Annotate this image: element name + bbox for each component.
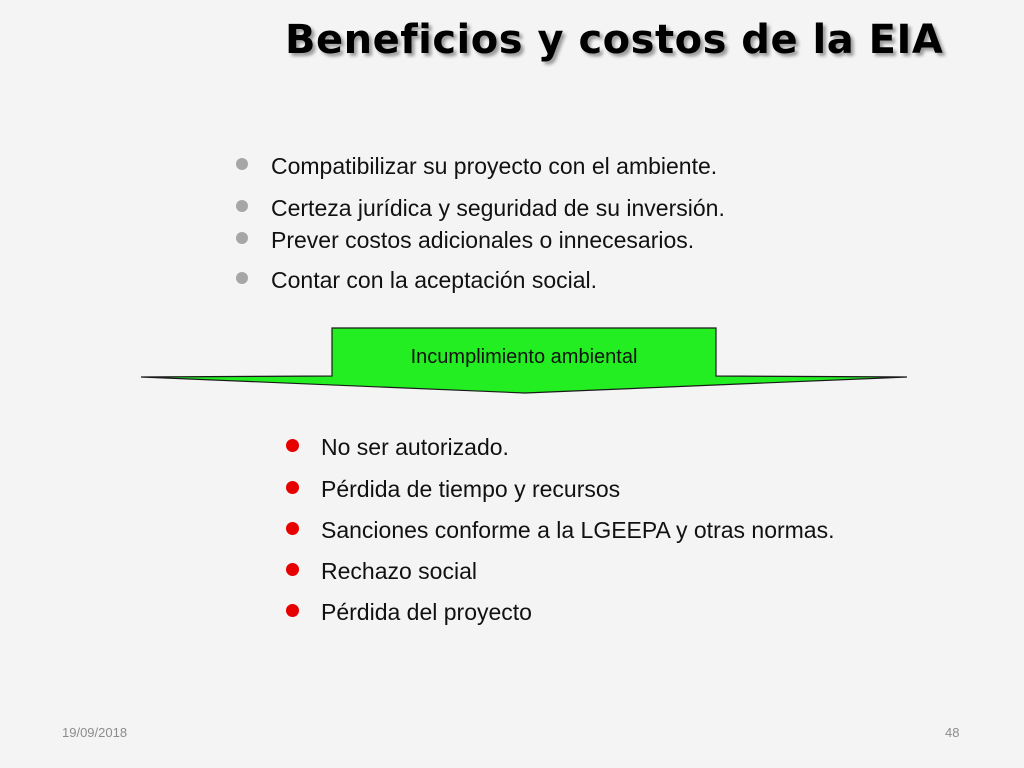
slide-title: Beneficios y costos de la EIA — [285, 17, 944, 63]
footer-page-number: 48 — [945, 725, 960, 740]
consequence-text: Sanciones conforme a la LGEEPA y otras normas. — [321, 517, 835, 543]
benefit-text: Prever costos adicionales o innecesarios. — [271, 227, 695, 253]
benefit-text: Contar con la aceptación social. — [271, 267, 598, 293]
consequence-text: Rechazo social — [321, 558, 477, 584]
red-dot-icon — [286, 439, 299, 452]
benefit-text: Certeza jurídica y seguridad de su inversión. — [271, 195, 725, 221]
consequence-text: No ser autorizado. — [321, 434, 509, 460]
consequence-text: Pérdida del proyecto — [321, 599, 532, 625]
red-dot-icon — [286, 604, 299, 617]
benefit-text: Compatibilizar su proyecto con el ambiente. — [271, 153, 718, 179]
red-dot-icon — [286, 563, 299, 576]
footer-date: 19/09/2018 — [62, 725, 128, 740]
consequence-text: Pérdida de tiempo y recursos — [321, 476, 621, 502]
red-dot-icon — [286, 481, 299, 494]
red-dot-icon — [286, 522, 299, 535]
banner-label: Incumplimiento ambiental — [410, 346, 638, 368]
